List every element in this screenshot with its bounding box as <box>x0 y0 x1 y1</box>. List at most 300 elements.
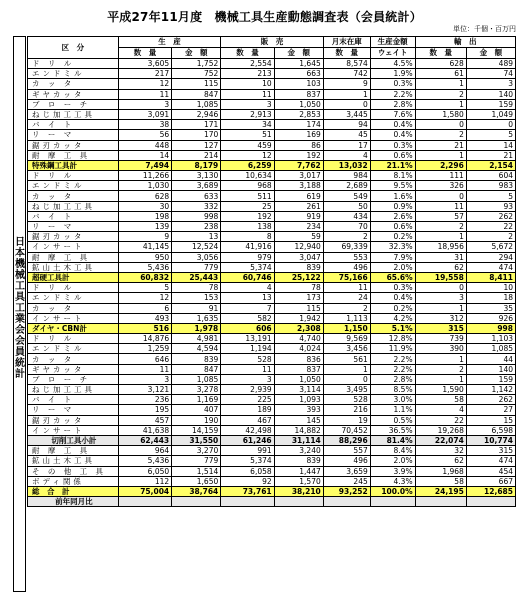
table-row <box>28 456 516 466</box>
cell-value: 779 <box>172 456 221 466</box>
cell-value: 62,443 <box>118 435 171 445</box>
cell-value: 3 <box>221 99 274 109</box>
cell-value: 742 <box>323 69 370 79</box>
cell-value: 983 <box>466 181 515 191</box>
cell-value: 2.8% <box>370 374 415 384</box>
cell-value: 1,447 <box>274 466 323 476</box>
cell-value: 474 <box>466 456 515 466</box>
cell-value: 474 <box>466 262 515 272</box>
table-row <box>28 303 516 313</box>
table-row <box>28 69 516 79</box>
cell-value: 261 <box>274 201 323 211</box>
cell-value: 78 <box>274 283 323 293</box>
cell-value: 6,058 <box>221 466 274 476</box>
cell-value: 173 <box>274 293 323 303</box>
cell-value: 41,145 <box>118 242 171 252</box>
cell-value: 170 <box>172 130 221 140</box>
cell-value: 139 <box>118 222 171 232</box>
cell-value: 19 <box>323 415 370 425</box>
cell-value: 1,085 <box>466 344 515 354</box>
side-label: 日本機械工具工業会会員統計 <box>15 237 25 380</box>
cell-value: 561 <box>323 354 370 364</box>
cell-value: 11 <box>118 364 171 374</box>
cell-value: 4.2% <box>370 313 415 323</box>
cell-value: 1,645 <box>274 59 323 69</box>
cell-value: 11,266 <box>118 171 171 181</box>
cell-value: 70,452 <box>323 425 370 435</box>
header-amount: 金 額 <box>274 48 323 59</box>
cell-value: 38,210 <box>274 486 323 496</box>
cell-value: 3,495 <box>323 385 370 395</box>
cell-value: 103 <box>274 79 323 89</box>
cell-value <box>172 497 221 507</box>
cell-value: 0.9% <box>370 201 415 211</box>
cell-value: 17 <box>323 140 370 150</box>
header-export: 輸 出 <box>415 37 515 48</box>
header-month-end-stock: 月末在庫 <box>323 37 370 48</box>
cell-value: 1,259 <box>118 344 171 354</box>
row-label: 耐 摩 工 具 <box>28 446 119 456</box>
cell-value: 3 <box>118 374 171 384</box>
row-label: 超硬工具計 <box>28 272 119 282</box>
table-row <box>28 201 516 211</box>
cell-value: 5,672 <box>466 242 515 252</box>
cell-value: 12.8% <box>370 334 415 344</box>
cell-value: 4,594 <box>172 344 221 354</box>
table-row <box>28 181 516 191</box>
cell-value: 2,308 <box>274 323 323 333</box>
cell-value: 214 <box>172 150 221 160</box>
cell-value: 192 <box>221 211 274 221</box>
cell-value: 979 <box>221 252 274 262</box>
cell-value: 8 <box>221 232 274 242</box>
row-label: エンドミル <box>28 344 119 354</box>
cell-value: 5,374 <box>221 262 274 272</box>
cell-value: 998 <box>466 323 515 333</box>
cell-value: 93 <box>466 201 515 211</box>
cell-value: 663 <box>274 69 323 79</box>
cell-value: 1,050 <box>274 374 323 384</box>
cell-value: 189 <box>221 405 274 415</box>
cell-value: 3,605 <box>118 59 171 69</box>
cell-value: 10 <box>221 79 274 89</box>
header-qty: 数 量 <box>221 48 274 59</box>
cell-value: 10,634 <box>221 171 274 181</box>
cell-value: 3,445 <box>323 109 370 119</box>
cell-value: 1,590 <box>415 385 466 395</box>
cell-value: 61,246 <box>221 435 274 445</box>
cell-value: 511 <box>221 191 274 201</box>
cell-value: 14,159 <box>172 425 221 435</box>
cell-value: 604 <box>466 171 515 181</box>
cell-value: 8.4% <box>370 446 415 456</box>
cell-value: 5,436 <box>118 262 171 272</box>
row-label: 特殊鋼工具計 <box>28 160 119 170</box>
cell-value: 2,853 <box>274 109 323 119</box>
cell-value: 14 <box>118 150 171 160</box>
cell-value: 0.3% <box>370 79 415 89</box>
cell-value: 5,374 <box>221 456 274 466</box>
cell-value: 81.4% <box>370 435 415 445</box>
cell-value: 0.6% <box>370 150 415 160</box>
table-row <box>28 252 516 262</box>
cell-value: 1 <box>323 364 370 374</box>
cell-value: 62 <box>415 456 466 466</box>
cell-value: 1,650 <box>172 476 221 486</box>
cell-value: 41,638 <box>118 425 171 435</box>
table-row <box>28 405 516 415</box>
cell-value: 1,085 <box>172 99 221 109</box>
cell-value: 22 <box>466 222 515 232</box>
table-row <box>28 385 516 395</box>
cell-value: 2.8% <box>370 99 415 109</box>
cell-value: 138 <box>221 222 274 232</box>
cell-value: 38,764 <box>172 486 221 496</box>
cell-value: 41,916 <box>221 242 274 252</box>
cell-value: 0 <box>323 99 370 109</box>
cell-value: 100.0% <box>370 486 415 496</box>
row-label: ド リ ル <box>28 283 119 293</box>
cell-value: 3 <box>118 99 171 109</box>
row-label: ギヤカッタ <box>28 364 119 374</box>
cell-value: 159 <box>466 99 515 109</box>
cell-value: 2,689 <box>323 181 370 191</box>
cell-value: 628 <box>118 191 171 201</box>
row-label: バ イ ト <box>28 120 119 130</box>
cell-value: 3,130 <box>172 171 221 181</box>
cell-value: 493 <box>118 313 171 323</box>
table-row <box>28 160 516 170</box>
cell-value: 8,411 <box>466 272 515 282</box>
cell-value: 25,443 <box>172 272 221 282</box>
cell-value: 0 <box>323 374 370 384</box>
table-row <box>28 323 516 333</box>
cell-value: 3 <box>221 374 274 384</box>
cell-value: 36.5% <box>370 425 415 435</box>
cell-value: 779 <box>172 262 221 272</box>
row-label: ねじ加工工具 <box>28 201 119 211</box>
production-table <box>27 36 516 507</box>
cell-value: 1,580 <box>415 109 466 119</box>
table-row <box>28 425 516 435</box>
cell-value: 0 <box>415 283 466 293</box>
table-row <box>28 354 516 364</box>
cell-value: 34 <box>221 120 274 130</box>
cell-value: 213 <box>221 69 274 79</box>
cell-value: 3,047 <box>274 252 323 262</box>
row-label: ド リ ル <box>28 334 119 344</box>
cell-value: 7,762 <box>274 160 323 170</box>
cell-value: 216 <box>323 405 370 415</box>
cell-value: 21.1% <box>370 160 415 170</box>
cell-value: 12,685 <box>466 486 515 496</box>
cell-value: 31,550 <box>172 435 221 445</box>
cell-value: 752 <box>172 69 221 79</box>
cell-value: 25 <box>221 201 274 211</box>
cell-value: 3 <box>415 293 466 303</box>
cell-value: 19,268 <box>415 425 466 435</box>
cell-value: 839 <box>274 456 323 466</box>
cell-value: 236 <box>118 395 171 405</box>
cell-value: 2 <box>466 232 515 242</box>
table-row <box>28 150 516 160</box>
header-amount: 金 額 <box>172 48 221 59</box>
cell-value: 75,004 <box>118 486 171 496</box>
header-weight: ウェイト <box>370 48 415 59</box>
cell-value: 111 <box>415 171 466 181</box>
cell-value: 633 <box>172 191 221 201</box>
table-row <box>28 120 516 130</box>
cell-value: 58 <box>415 395 466 405</box>
cell-value: 7.6% <box>370 109 415 119</box>
cell-value: 2 <box>323 303 370 313</box>
cell-value: 1,514 <box>172 466 221 476</box>
cell-value: 6 <box>118 303 171 313</box>
table-row <box>28 466 516 476</box>
cell-value: 11 <box>221 364 274 374</box>
cell-value: 73,761 <box>221 486 274 496</box>
cell-value: 984 <box>323 171 370 181</box>
header-qty: 数 量 <box>323 48 370 59</box>
header-row-1 <box>28 37 516 48</box>
cell-value: 3,456 <box>323 344 370 354</box>
cell-value: 606 <box>221 323 274 333</box>
cell-value <box>274 497 323 507</box>
cell-value: 140 <box>466 89 515 99</box>
cell-value: 12 <box>118 293 171 303</box>
cell-value: 153 <box>172 293 221 303</box>
cell-value: 847 <box>172 364 221 374</box>
cell-value: 1 <box>415 150 466 160</box>
cell-value: 1,085 <box>172 374 221 384</box>
cell-value: 57 <box>415 211 466 221</box>
cell-value: 407 <box>172 405 221 415</box>
cell-value: 25,122 <box>274 272 323 282</box>
cell-value: 0.2% <box>370 303 415 313</box>
cell-value: 667 <box>466 476 515 486</box>
cell-value: 2,296 <box>415 160 466 170</box>
side-label-box <box>13 36 26 592</box>
cell-value: 1,103 <box>466 334 515 344</box>
row-label: カ ッ タ <box>28 303 119 313</box>
table-row <box>28 59 516 69</box>
cell-value: 393 <box>274 405 323 415</box>
cell-value: 1 <box>323 89 370 99</box>
cell-value: 234 <box>274 222 323 232</box>
cell-value: 1,942 <box>274 313 323 323</box>
cell-value: 27 <box>466 405 515 415</box>
cell-value: 14,876 <box>118 334 171 344</box>
row-label: インサート <box>28 313 119 323</box>
row-label: ボディ関係 <box>28 476 119 486</box>
cell-value: 12 <box>221 150 274 160</box>
cell-value: 467 <box>221 415 274 425</box>
cell-value: 1,113 <box>323 313 370 323</box>
row-label: エンドミル <box>28 69 119 79</box>
cell-value: 4,981 <box>172 334 221 344</box>
table-row <box>28 89 516 99</box>
cell-value: 86 <box>274 140 323 150</box>
cell-value: 5 <box>466 191 515 201</box>
row-label: バ イ ト <box>28 211 119 221</box>
table-row <box>28 262 516 272</box>
table-row <box>28 222 516 232</box>
cell-value: 93,252 <box>323 486 370 496</box>
unit-label: 単位：千個・百万円 <box>453 25 516 33</box>
cell-value: 190 <box>172 415 221 425</box>
row-label: カ ッ タ <box>28 79 119 89</box>
cell-value: 62 <box>415 262 466 272</box>
header-production-value: 生産金額 <box>370 37 415 48</box>
cell-value: 8.1% <box>370 171 415 181</box>
cell-value: 13 <box>221 293 274 303</box>
cell-value: 2,946 <box>172 109 221 119</box>
cell-value: 557 <box>323 446 370 456</box>
table-row <box>28 374 516 384</box>
cell-value: 0 <box>415 120 466 130</box>
cell-value: 1.1% <box>370 405 415 415</box>
cell-value: 1,978 <box>172 323 221 333</box>
cell-value: 2 <box>415 222 466 232</box>
cell-value: 0.5% <box>370 415 415 425</box>
cell-value: 6,050 <box>118 466 171 476</box>
cell-value: 35 <box>466 303 515 313</box>
cell-value: 45 <box>323 130 370 140</box>
cell-value: 836 <box>274 354 323 364</box>
cell-value: 4.5% <box>370 59 415 69</box>
cell-value: 3,114 <box>274 385 323 395</box>
cell-value: 3,240 <box>274 446 323 456</box>
table-row <box>28 344 516 354</box>
cell-value: 5.1% <box>370 323 415 333</box>
cell-value: 457 <box>118 415 171 425</box>
cell-value: 3.9% <box>370 466 415 476</box>
cell-value: 21 <box>415 140 466 150</box>
cell-value: 315 <box>466 446 515 456</box>
cell-value: 78 <box>172 283 221 293</box>
cell-value: 0.4% <box>370 130 415 140</box>
table-row <box>28 313 516 323</box>
row-label: リ ー マ <box>28 405 119 415</box>
cell-value: 7,494 <box>118 160 171 170</box>
row-label: 鋸刃カッタ <box>28 140 119 150</box>
cell-value: 1.6% <box>370 191 415 201</box>
cell-value: 1,968 <box>415 466 466 476</box>
cell-value: 32.3% <box>370 242 415 252</box>
cell-value: 65.6% <box>370 272 415 282</box>
cell-value: 2,939 <box>221 385 274 395</box>
cell-value: 582 <box>221 313 274 323</box>
row-label: リ ー マ <box>28 222 119 232</box>
cell-value: 1 <box>415 374 466 384</box>
cell-value: 0.4% <box>370 293 415 303</box>
cell-value: 11.9% <box>370 344 415 354</box>
cell-value: 11 <box>415 201 466 211</box>
cell-value: 2.2% <box>370 89 415 99</box>
cell-value: 448 <box>118 140 171 150</box>
table-row <box>28 242 516 252</box>
cell-value: 3,091 <box>118 109 171 119</box>
cell-value: 312 <box>415 313 466 323</box>
table-row <box>28 293 516 303</box>
table-row <box>28 486 516 496</box>
cell-value: 88,296 <box>323 435 370 445</box>
cell-value: 171 <box>172 120 221 130</box>
cell-value: 619 <box>274 191 323 201</box>
row-label: そ の 他 工 具 <box>28 466 119 476</box>
page-title: 平成27年11月度 機械工具生産動態調査表（会員統計） <box>107 10 422 24</box>
cell-value: 9 <box>118 232 171 242</box>
header-production: 生 産 <box>118 37 221 48</box>
row-label: カ ッ タ <box>28 354 119 364</box>
row-label: カ ッ タ <box>28 191 119 201</box>
cell-value: 489 <box>466 59 515 69</box>
cell-value: 646 <box>118 354 171 364</box>
cell-value: 1,169 <box>172 395 221 405</box>
cell-value: 56 <box>118 130 171 140</box>
cell-value: 195 <box>118 405 171 415</box>
row-label: ブ ロ ー チ <box>28 374 119 384</box>
cell-value: 919 <box>274 211 323 221</box>
cell-value <box>415 497 466 507</box>
cell-value: 4 <box>221 283 274 293</box>
cell-value: 1 <box>415 303 466 313</box>
cell-value: 1 <box>415 79 466 89</box>
cell-value: 628 <box>415 59 466 69</box>
table-row <box>28 109 516 119</box>
cell-value: 15 <box>466 415 515 425</box>
table-row <box>28 364 516 374</box>
row-label: ダイヤ・CBN計 <box>28 323 119 333</box>
row-label: ねじ加工工具 <box>28 109 119 119</box>
row-label: 鉱山土木工具 <box>28 262 119 272</box>
cell-value: 60,832 <box>118 272 171 282</box>
cell-value: 4,740 <box>274 334 323 344</box>
cell-value: 4.3% <box>370 476 415 486</box>
cell-value: 1,194 <box>221 344 274 354</box>
cell-value: 12,524 <box>172 242 221 252</box>
cell-value: 140 <box>466 364 515 374</box>
cell-value: 169 <box>274 130 323 140</box>
cell-value: 30 <box>118 201 171 211</box>
cell-value: 2.2% <box>370 364 415 374</box>
cell-value: 739 <box>415 334 466 344</box>
cell-value: 2.0% <box>370 456 415 466</box>
cell-value: 159 <box>466 374 515 384</box>
cell-value: 991 <box>221 446 274 456</box>
cell-value <box>370 497 415 507</box>
cell-value: 38 <box>118 120 171 130</box>
table-row <box>28 395 516 405</box>
cell-value: 12,940 <box>274 242 323 252</box>
cell-value: 174 <box>274 120 323 130</box>
table-row <box>28 435 516 445</box>
cell-value: 69,339 <box>323 242 370 252</box>
cell-value: 837 <box>274 89 323 99</box>
row-label: 前年同月比 <box>28 497 119 507</box>
cell-value: 9,569 <box>323 334 370 344</box>
cell-value: 3,121 <box>118 385 171 395</box>
cell-value: 92 <box>221 476 274 486</box>
table-row <box>28 334 516 344</box>
cell-value: 115 <box>274 303 323 313</box>
cell-value: 238 <box>172 222 221 232</box>
cell-value: 22,074 <box>415 435 466 445</box>
cell-value: 112 <box>118 476 171 486</box>
row-label: ねじ加工工具 <box>28 385 119 395</box>
cell-value: 3 <box>466 79 515 89</box>
cell-value: 10 <box>466 283 515 293</box>
